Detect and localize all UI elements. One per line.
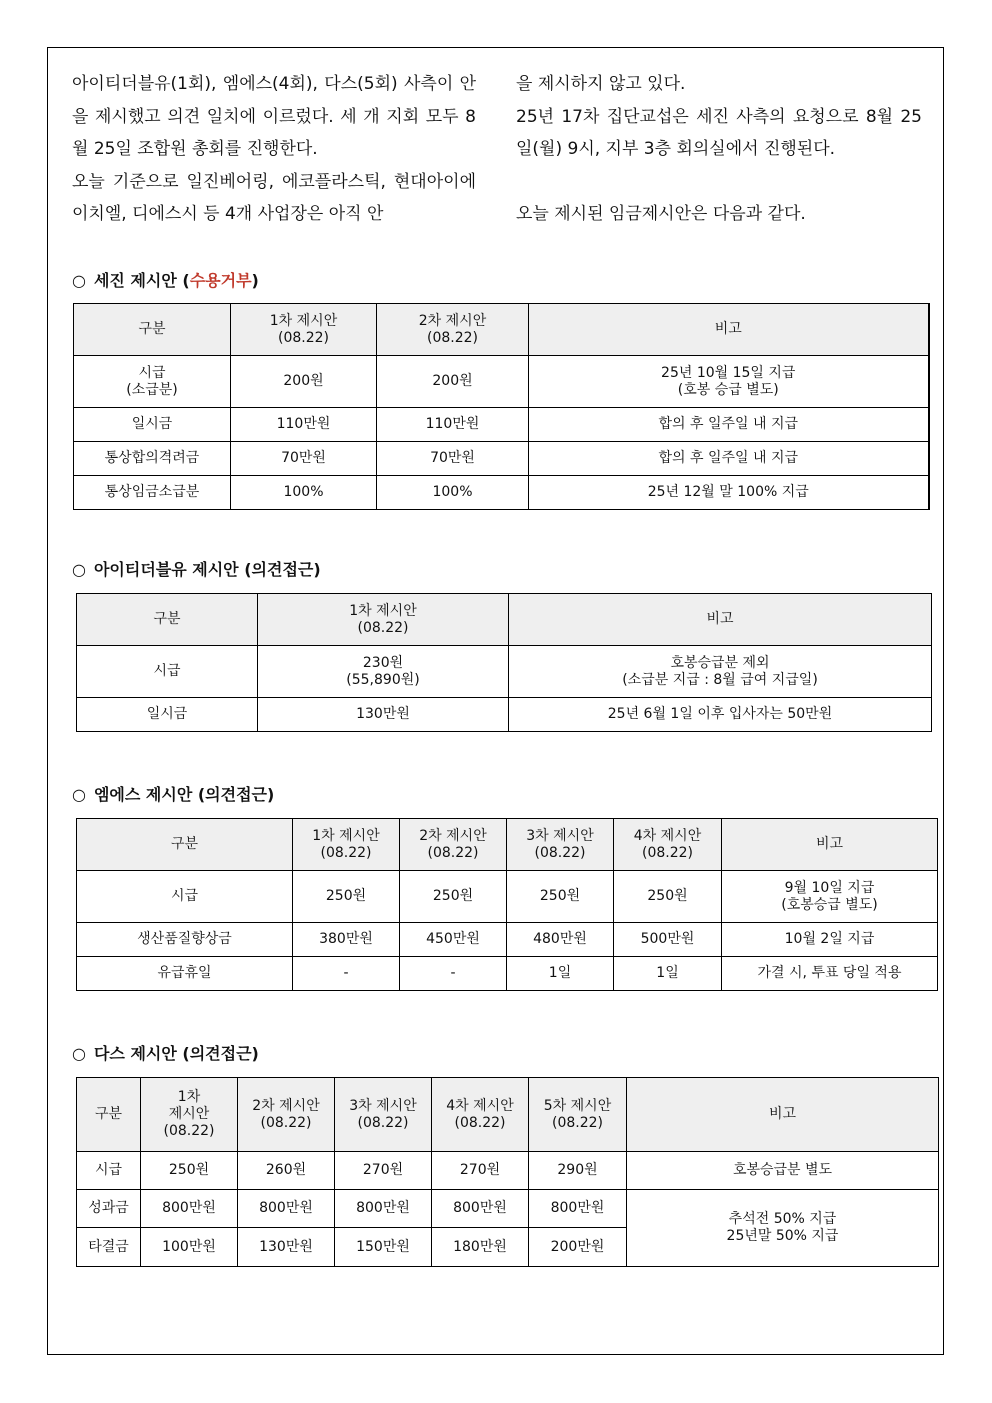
table-row: 시급 230원 (55,890원) 호봉승급분 제외 (소급분 지급 : 8월 급여 지급일) xyxy=(77,646,932,698)
header-cell: 2차 제시안 (08.22) xyxy=(377,304,529,356)
table-itw xyxy=(76,593,932,732)
header-cell: 구분 xyxy=(77,819,293,871)
intro-paragraph: 25년 17차 집단교섭은 세진 사측의 요청으로 8월 25일(월) 9시, 지부 3층 회의실에서 진행된다. xyxy=(516,106,922,159)
section-title-text: 세진 제시안 xyxy=(93,271,177,290)
circle-bullet-icon: ○ xyxy=(72,560,86,579)
header-cell: 1차 제시안 (08.22) xyxy=(258,594,509,646)
table-sejin xyxy=(73,303,930,510)
section-title-text: 아이티더블유 제시안 (의견접근) xyxy=(93,560,321,579)
header-cell: 2차 제시안 (08.22) xyxy=(238,1078,335,1152)
table-row: 생산품질향상금 380만원 450만원 480만원 500만원 10월 2일 지급 xyxy=(77,923,938,957)
header-cell: 3차 제시안 (08.22) xyxy=(335,1078,432,1152)
header-cell: 1차 제시안 (08.22) xyxy=(231,304,377,356)
table-das xyxy=(76,1077,939,1267)
table-row: 일시금 130만원 25년 6월 1일 이후 입사자는 50만원 xyxy=(77,698,932,732)
section-title-sejin xyxy=(72,268,259,291)
table-row: 통상임금소급분 100% 100% 25년 12월 말 100% 지급 xyxy=(74,476,929,510)
table-row: 일시금 110만원 110만원 합의 후 일주일 내 지급 xyxy=(74,408,929,442)
status-paren-open: ( xyxy=(182,271,190,290)
table-row: 타결금 100만원 130만원 150만원 180만원 200만원 xyxy=(77,1228,939,1267)
intro-paragraph: 아이티더블유(1회), 엠에스(4회), 다스(5회) 사측이 안을 제시했고 의견 일치에 이르렀다. 세 개 지회 모두 8월 25일 조합원 총회를 진행한다. xyxy=(72,74,476,159)
table-row: 시급 (소급분) 200원 200원 25년 10월 15일 지급 (호봉 승급 별도) xyxy=(74,356,929,408)
intro-paragraph: 오늘 기준으로 일진베어링, 에코플라스틱, 현대아이에이치엘, 디에스시 등 4개 사업장은 아직 안 xyxy=(72,171,476,224)
intro-paragraph: 오늘 제시된 임금제시안은 다음과 같다. xyxy=(516,203,806,224)
header-cell: 비고 xyxy=(509,594,932,646)
header-cell: 2차 제시안 (08.22) xyxy=(400,819,507,871)
table-row: 시급 250원 260원 270원 270원 290원 호봉승급분 별도 xyxy=(77,1152,939,1190)
circle-bullet-icon: ○ xyxy=(72,785,86,804)
header-cell: 비고 xyxy=(529,304,929,356)
header-cell: 구분 xyxy=(74,304,231,356)
intro-right-column xyxy=(516,68,922,230)
header-cell: 5차 제시안 (08.22) xyxy=(529,1078,627,1152)
table-row: 시급 250원 250원 250원 250원 9월 10일 지급 (호봉승급 별도) xyxy=(77,871,938,923)
section-title-text: 다스 제시안 (의견접근) xyxy=(93,1044,259,1063)
header-cell: 비고 xyxy=(722,819,938,871)
section-title-itw xyxy=(72,557,321,580)
status-badge: 수용거부 xyxy=(189,271,252,290)
table-row: 성과금 800만원 800만원 800만원 800만원 800만원 추석전 50% 지급 25년말 50% 지급 xyxy=(77,1190,939,1228)
header-cell: 4차 제시안 (08.22) xyxy=(432,1078,529,1152)
intro-paragraph: 을 제시하지 않고 있다. xyxy=(516,74,686,94)
table-row: 유급휴일 - - 1일 1일 가결 시, 투표 당일 적용 xyxy=(77,957,938,991)
header-cell: 3차 제시안 (08.22) xyxy=(507,819,614,871)
header-cell: 비고 xyxy=(627,1078,939,1152)
header-cell: 구분 xyxy=(77,1078,141,1152)
table-ms xyxy=(76,818,938,991)
header-cell: 1차 제시안 (08.22) xyxy=(293,819,400,871)
section-title-das xyxy=(72,1041,259,1064)
section-title-text: 엠에스 제시안 (의견접근) xyxy=(93,785,275,804)
circle-bullet-icon: ○ xyxy=(72,271,86,290)
header-cell: 구분 xyxy=(77,594,258,646)
status-paren-close: ) xyxy=(251,271,259,290)
merged-note-cell: 추석전 50% 지급 25년말 50% 지급 xyxy=(627,1190,939,1267)
header-cell: 4차 제시안 (08.22) xyxy=(614,819,722,871)
section-title-ms xyxy=(72,782,274,805)
header-cell: 1차 제시안 (08.22) xyxy=(141,1078,238,1152)
circle-bullet-icon: ○ xyxy=(72,1044,86,1063)
table-row: 통상합의격려금 70만원 70만원 합의 후 일주일 내 지급 xyxy=(74,442,929,476)
intro-left-column xyxy=(72,68,476,231)
